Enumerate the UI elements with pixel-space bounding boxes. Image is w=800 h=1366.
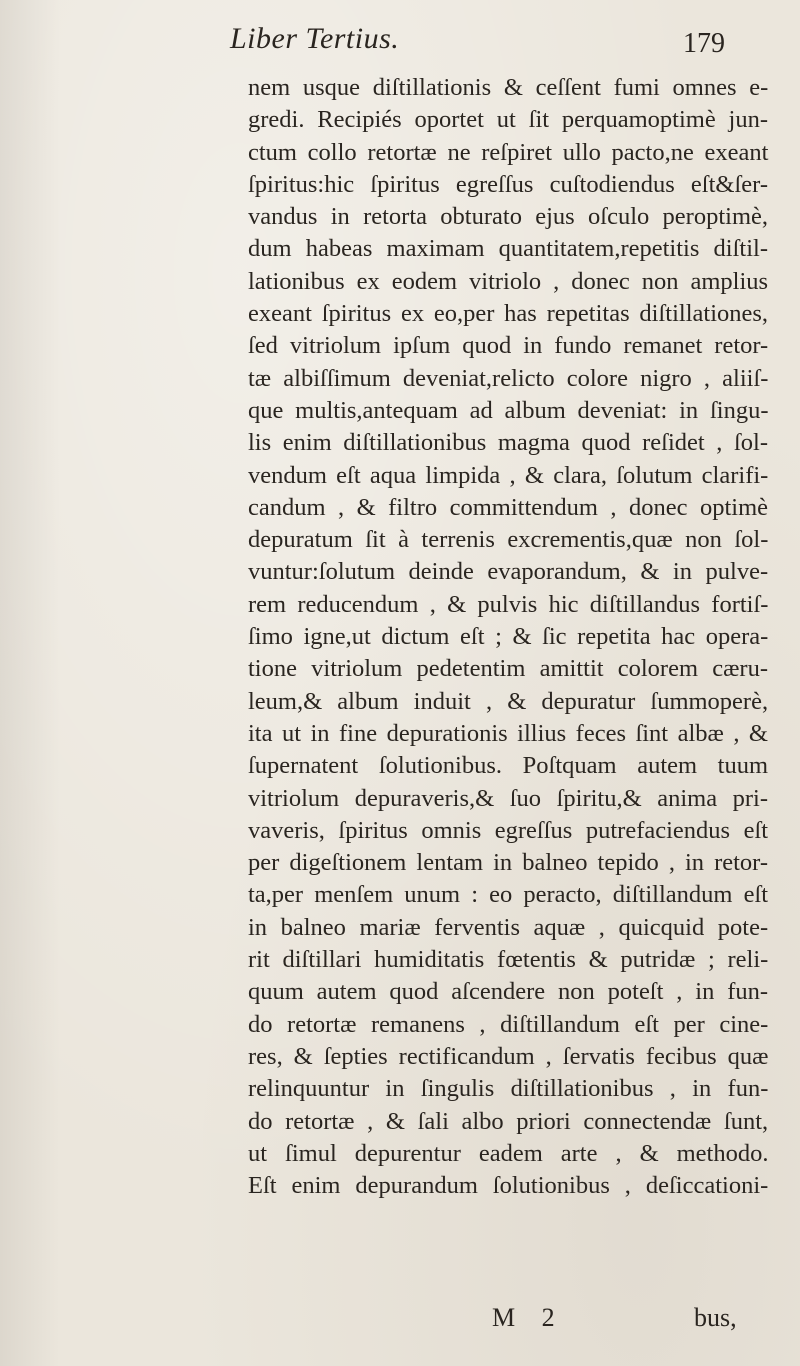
text-line: vitriolum depuraveris,& ſuo ſpiritu,& anima pri- — [248, 784, 768, 812]
text-line: vendum eſt aqua limpida , & clara, ſolutum clarifi- — [248, 461, 769, 489]
text-line: candum , & filtro committendum , donec optimè — [248, 493, 768, 521]
text-line: ſimo igne,ut dictum eſt ; & ſic repetita hac opera- — [248, 623, 769, 651]
text-line: rit diſtillari humiditatis fœtentis & putridæ ; reli- — [248, 946, 769, 974]
text-line: ut ſimul depurentur eadem arte , & methodo. — [248, 1139, 769, 1167]
text-line: rem reducendum , & pulvis hic diſtillandus fortiſ- — [248, 590, 769, 618]
text-line: nem usque diſtillationis & ceſſent fumi omnes e- — [248, 74, 769, 101]
text-line: dum habeas maximam quantitatem,repetitis diſtil- — [248, 235, 768, 263]
text-line: depuratum ſit à terrenis excrementis,quæ non ſol- — [248, 526, 769, 554]
text-line: res, & ſepties rectificandum , ſervatis fecibus quæ — [248, 1042, 769, 1070]
page-footer — [0, 1303, 800, 1343]
signature-mark: M 2 — [492, 1303, 565, 1332]
text-line: tione vitriolum pedetentim amittit colorem cæru- — [248, 655, 768, 683]
text-line: lis enim diſtillationibus magma quod reſidet , ſol- — [248, 429, 768, 457]
text-line: ita ut in fine depurationis illius feces ſint albæ , & — [248, 719, 768, 747]
text-line: exeant ſpiritus ex eo,per has repetitas diſtillationes, — [248, 300, 769, 328]
catchword: bus, — [694, 1303, 737, 1332]
page-number: 179 — [683, 28, 725, 59]
page-header — [0, 22, 800, 66]
binding-shadow — [0, 0, 60, 1366]
text-line: in balneo mariæ ferventis aquæ , quicquid pote- — [248, 913, 769, 941]
text-line: vuntur:ſolutum deinde evaporandum, & in pulve- — [248, 558, 769, 586]
text-line: vaveris, ſpiritus omnis egreſſus putrefaciendus eſt — [248, 816, 769, 844]
text-line: quum autem quod aſcendere non poteſt , in fun- — [248, 978, 769, 1006]
text-line: do retortæ remanens , diſtillandum eſt per cine- — [248, 1010, 769, 1038]
running-head: Liber Tertius. — [230, 22, 400, 55]
text-line: que multis,antequam ad album deveniat: in ſingu- — [248, 396, 769, 424]
text-line: lationibus ex eodem vitriolo , donec non amplius — [248, 267, 769, 295]
text-line: ſed vitriolum ipſum quod in fundo remanet retor- — [248, 332, 769, 360]
text-line: leum,& album induit , & depuratur ſummoperè, — [248, 687, 769, 715]
text-line: gredi. Recipiés oportet ut ſit perquamoptimè jun- — [248, 106, 768, 134]
text-line: ctum collo retortæ ne reſpiret ullo pacto,ne exeant — [248, 138, 769, 166]
text-line: Eſt enim depurandum ſolutionibus , deſiccationi- — [248, 1172, 769, 1200]
body-text — [248, 72, 768, 1202]
text-line: tæ albiſſimum deveniat,relicto colore nigro , aliiſ- — [248, 364, 769, 392]
text-line: relinquuntur in ſingulis diſtillationibus , in fun- — [248, 1075, 769, 1103]
text-line: do retortæ , & ſali albo priori connectendæ ſunt, — [248, 1107, 769, 1135]
text-line: ſupernatent ſolutionibus. Poſtquam autem tuum — [248, 752, 769, 780]
text-line: ta,per menſem unum : eo peracto, diſtillandum eſt — [248, 881, 769, 909]
text-line: vandus in retorta obturato ejus oſculo peroptimè, — [248, 203, 768, 231]
text-line: ſpiritus:hic ſpiritus egreſſus cuſtodiendus eſt&ſer- — [248, 170, 768, 198]
text-line: per digeſtionem lentam in balneo tepido , in retor- — [248, 849, 768, 877]
